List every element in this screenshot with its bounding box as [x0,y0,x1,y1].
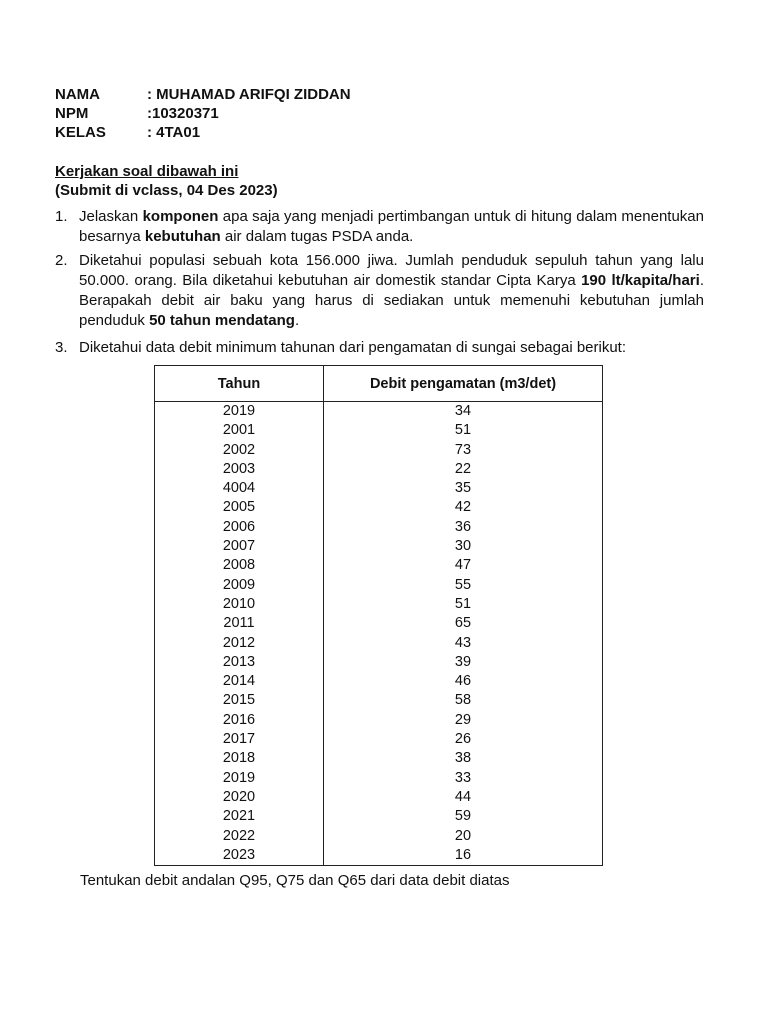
year-cell: 2022 [155,827,324,846]
year-cell: 2023 [155,846,324,866]
year-cell: 2005 [155,498,324,517]
debit-table [154,365,603,866]
table-row [155,576,603,595]
question-1-text [79,207,704,247]
table-row [155,537,603,556]
q2-bold-horizon: 50 tahun mendatang [149,312,295,329]
debit-cell: 46 [324,672,603,691]
question-2-number: 2. [55,252,68,269]
year-cell: 2009 [155,576,324,595]
question-2-text [79,251,704,331]
debit-cell: 73 [324,441,603,460]
year-cell: 2014 [155,672,324,691]
q1-text-part: apa saja yang menjadi pertimbangan untuk di hitung dalam menentukan besarnya [79,208,704,245]
year-cell: 2019 [155,402,324,422]
nama-value: : MUHAMAD ARIFQI ZIDDAN [147,86,351,103]
npm-label: NPM [55,105,89,122]
table-row [155,518,603,537]
kelas-label: KELAS [55,124,106,141]
year-cell: 2007 [155,537,324,556]
year-cell: 2006 [155,518,324,537]
table-row [155,402,603,422]
table-row [155,788,603,807]
debit-cell: 35 [324,479,603,498]
table-body [155,402,603,866]
table-row [155,711,603,730]
table-row [155,614,603,633]
table-row [155,730,603,749]
table-row [155,441,603,460]
year-cell: 2012 [155,634,324,653]
q2-bold-standard: 190 lt/kapita/hari [581,272,700,289]
nama-label: NAMA [55,86,100,103]
debit-cell: 51 [324,595,603,614]
debit-cell: 20 [324,827,603,846]
table-header-row [155,366,603,402]
q1-text-part: Jelaskan [79,208,143,225]
year-cell: 2008 [155,556,324,575]
table-row [155,807,603,826]
debit-cell: 59 [324,807,603,826]
debit-cell: 43 [324,634,603,653]
table-row [155,846,603,866]
debit-cell: 44 [324,788,603,807]
debit-cell: 22 [324,460,603,479]
table-row [155,672,603,691]
year-cell: 2016 [155,711,324,730]
debit-cell: 65 [324,614,603,633]
debit-cell: 36 [324,518,603,537]
question-1-number: 1. [55,208,68,225]
header-tahun: Tahun [155,366,324,402]
q1-text-part: air dalam tugas PSDA anda. [220,228,414,245]
table-row [155,691,603,710]
debit-cell: 16 [324,846,603,866]
table-row [155,498,603,517]
year-cell: 2001 [155,421,324,440]
debit-cell: 51 [324,421,603,440]
q2-text-part: . Berapakah debit air baku yang harus di sediakan untuk memenuhi kebutuhan jumlah penduduk [79,272,704,329]
debit-cell: 33 [324,769,603,788]
debit-cell: 58 [324,691,603,710]
table-row [155,769,603,788]
debit-cell: 47 [324,556,603,575]
debit-cell: 29 [324,711,603,730]
table-row [155,460,603,479]
question-3-number: 3. [55,339,68,356]
debit-cell: 42 [324,498,603,517]
year-cell: 2020 [155,788,324,807]
year-cell: 2018 [155,749,324,768]
kelas-value: : 4TA01 [147,124,201,141]
table-row [155,595,603,614]
debit-cell: 30 [324,537,603,556]
year-cell: 2002 [155,441,324,460]
instruction-title: Kerjakan soal dibawah ini [55,163,239,180]
debit-cell: 39 [324,653,603,672]
debit-cell: 38 [324,749,603,768]
year-cell: 2021 [155,807,324,826]
table-row [155,634,603,653]
q1-bold-kebutuhan: kebutuhan [144,228,221,245]
debit-cell: 55 [324,576,603,595]
submission-note: (Submit di vclass, 04 Des 2023) [55,182,278,199]
year-cell: 2010 [155,595,324,614]
table-row [155,749,603,768]
year-cell: 2015 [155,691,324,710]
table-row [155,653,603,672]
table-row [155,827,603,846]
year-cell: 2013 [155,653,324,672]
year-cell: 2011 [155,614,324,633]
year-cell: 2003 [155,460,324,479]
debit-cell: 34 [324,402,603,422]
table-row [155,556,603,575]
question-3-text: Diketahui data debit minimum tahunan dari pengamatan di sungai sebagai berikut: [79,339,627,356]
task-instruction: Tentukan debit andalan Q95, Q75 dan Q65 dari data debit diatas [80,872,510,889]
npm-value: :10320371 [147,105,219,122]
q2-text-part: . [294,312,300,329]
debit-cell: 26 [324,730,603,749]
year-cell: 2019 [155,769,324,788]
year-cell: 4004 [155,479,324,498]
table-row [155,479,603,498]
q2-text-part: Diketahui populasi sebuah kota 156.000 jiwa. Jumlah penduduk sepuluh tahun yang lalu 50.000. orang. Bila diketahui kebutuhan air domestik standar Cipta Karya [79,252,704,289]
table-row [155,421,603,440]
year-cell: 2017 [155,730,324,749]
q1-bold-komponen: komponen [142,208,219,225]
header-debit: Debit pengamatan (m3/det) [324,366,603,402]
